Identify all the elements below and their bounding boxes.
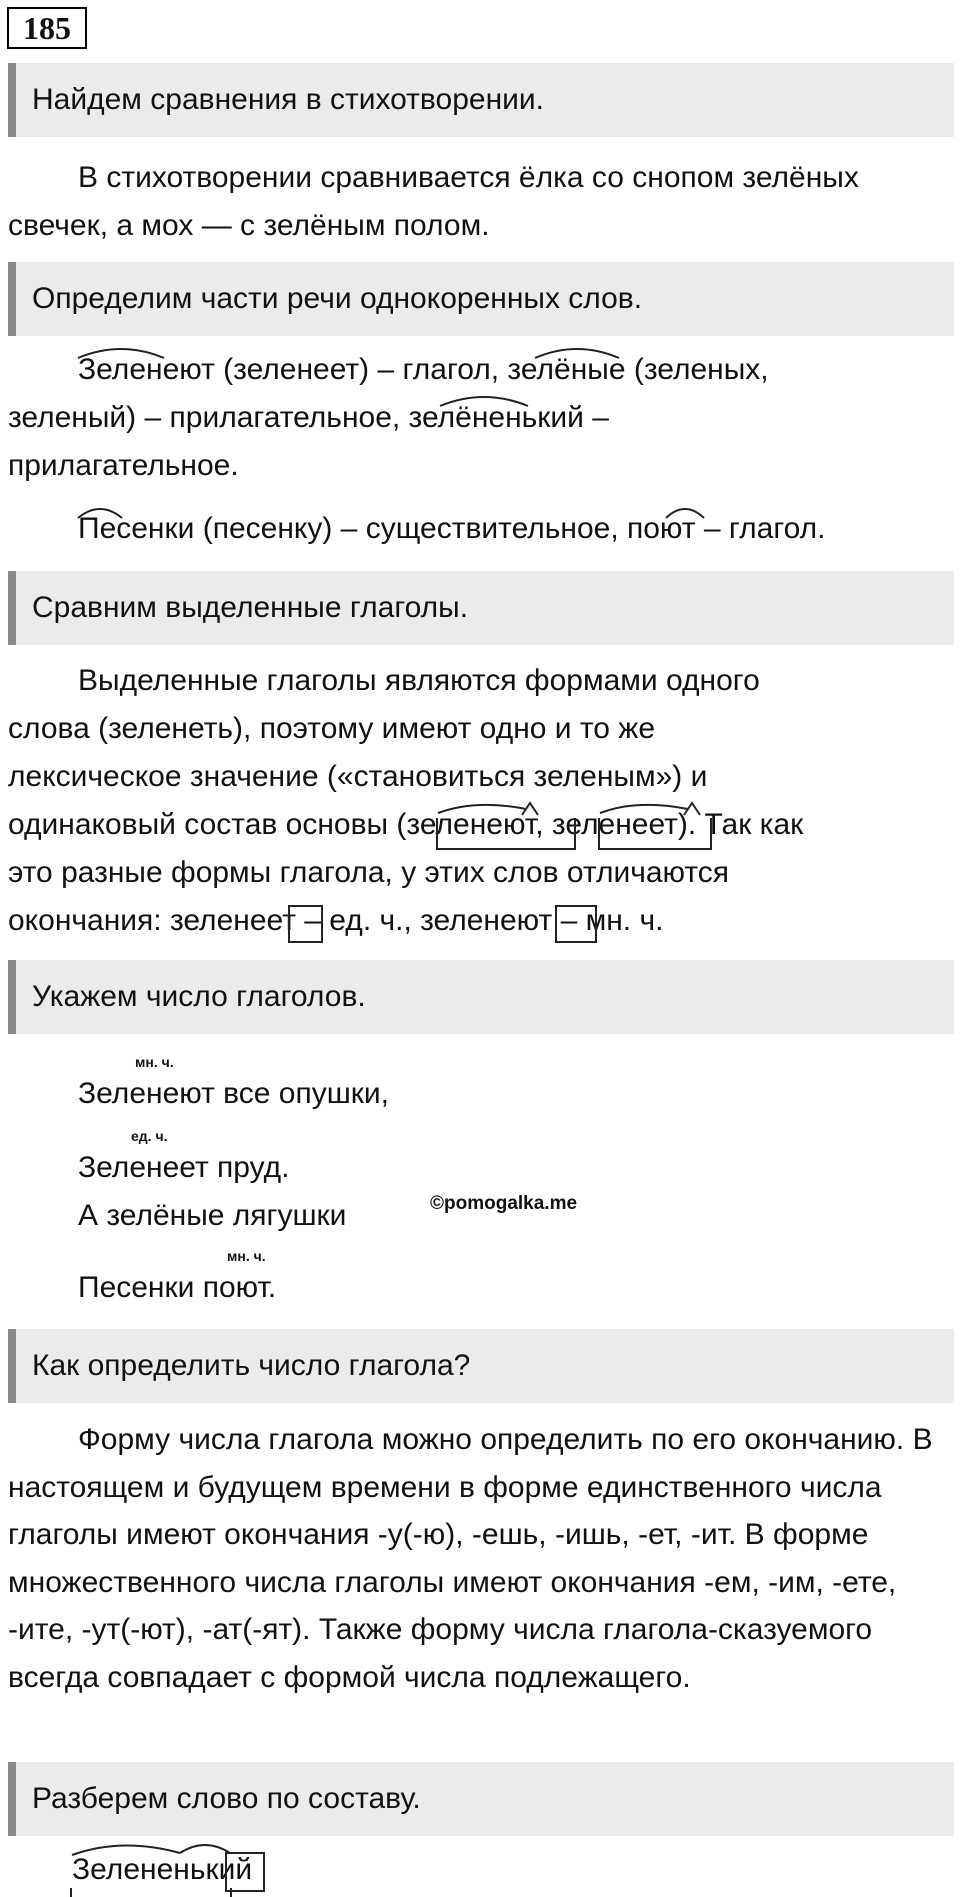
text-line: слова (зеленеть), поэтому имеют одно и то же <box>8 712 656 745</box>
number-mark: ед. ч. <box>131 1128 168 1144</box>
text-line: Зеленеют (зеленеет) – глагол, зелёные (зеленых, <box>78 353 769 386</box>
section-header-text: Как определить число глагола? <box>32 1349 471 1382</box>
section-header <box>8 1329 954 1403</box>
section-header <box>8 960 954 1034</box>
verse-line: А зелёные лягушки <box>78 1199 347 1232</box>
text-line: Песенки (песенку) – существительное, поют – глагол. <box>78 512 826 545</box>
verse-line: Песенки поют. <box>78 1271 277 1304</box>
text-line: лексическое значение («становиться зеленым») и <box>8 760 708 793</box>
section-header <box>8 571 954 645</box>
paragraph-text: Форму числа глагола можно определить по его окончанию. В настоящем и будущем времени в форме единственного числа глаголы имеют окончания -у(-ю), -ешь, -ишь, -ет, -ит. В форме множественного числа глаголы имеют окончания -ем, -им, -ете, -ите, -ут(-ют), -ат(-ят). Также форму числа глагола-сказуемого всегда совпадает с формой числа подлежащего. <box>8 1423 933 1694</box>
stem-bracket-icon <box>598 818 712 850</box>
section-header <box>8 262 954 336</box>
text-line: одинаковый состав основы (зеленеют, зеленеет). Так как <box>8 808 804 841</box>
parsed-word: Зелененький <box>72 1853 253 1886</box>
section-header-text: Укажем число глаголов. <box>32 980 366 1013</box>
text-line: это разные формы глагола, у этих слов отличаются <box>8 856 730 889</box>
ending-box-icon <box>288 905 323 943</box>
text-line: зеленый) – прилагательное, зелёненький – <box>8 401 609 434</box>
text-line: Выделенные глаголы являются формами одного <box>78 664 760 697</box>
ending-box-icon <box>555 905 597 943</box>
section-header <box>8 1762 954 1836</box>
task-number: 185 <box>7 7 87 49</box>
paragraph <box>8 1416 954 1701</box>
section-header-text: Разберем слово по составу. <box>32 1782 421 1815</box>
section-header-text: Сравним выделенные глаголы. <box>32 591 469 624</box>
stem-bracket-icon <box>70 1888 232 1897</box>
stem-bracket-icon <box>436 818 576 850</box>
text-line: окончания: зеленеет – ед. ч., зеленеют – мн. ч. <box>8 904 664 937</box>
section-header-text: Найдем сравнения в стихотворении. <box>32 83 544 116</box>
paragraph <box>8 154 954 249</box>
number-mark: мн. ч. <box>227 1248 266 1264</box>
section-header <box>8 63 954 137</box>
paragraph-text: В стихотворении сравнивается ёлка со снопом зелёных свечек, а мох — с зелёным полом. <box>8 161 859 242</box>
number-mark: мн. ч. <box>135 1054 174 1070</box>
verse-line: Зеленеют все опушки, <box>78 1077 390 1110</box>
watermark: ©pomogalka.me <box>430 1193 578 1214</box>
ending-box-icon <box>225 1852 265 1892</box>
verse-line: Зеленеет пруд. <box>78 1151 290 1184</box>
text-line: прилагательное. <box>8 449 239 482</box>
section-header-text: Определим части речи однокоренных слов. <box>32 282 643 315</box>
